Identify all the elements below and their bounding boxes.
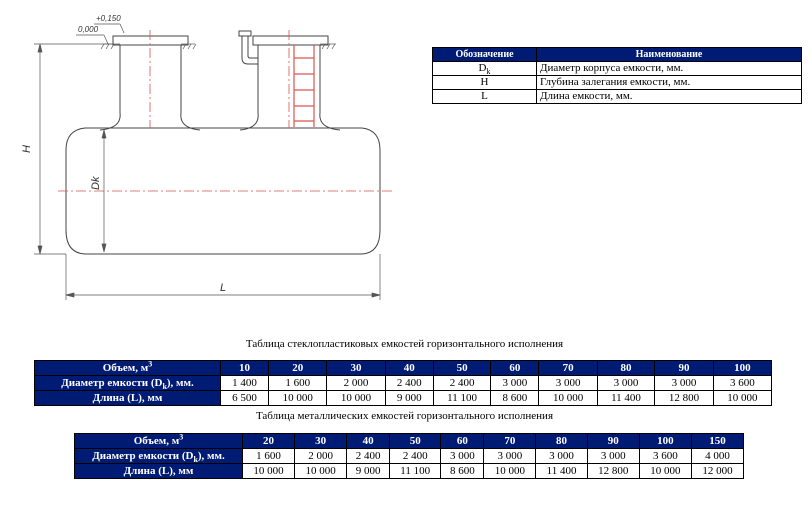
legend-symbol: H: [433, 76, 537, 90]
legend-name: Длина емкости, мм.: [537, 90, 802, 104]
dim-h-label: H: [21, 145, 33, 153]
diameter-cell: 2 400: [433, 376, 491, 391]
diameter-cell: 1 400: [221, 376, 269, 391]
diameter-cell: 4 000: [691, 449, 743, 464]
metal-tanks-table: [74, 433, 744, 479]
volume-cell: 100: [713, 361, 771, 376]
length-cell: 10 000: [713, 391, 771, 406]
diameter-row: [75, 449, 744, 464]
diameter-cell: 3 000: [484, 449, 536, 464]
length-row-header: Длина (L), мм: [75, 464, 243, 479]
diameter-cell: 1 600: [269, 376, 327, 391]
diameter-cell: 2 400: [385, 376, 433, 391]
length-cell: 9 000: [385, 391, 433, 406]
volume-cell: 20: [243, 434, 295, 449]
volume-cell: 40: [385, 361, 433, 376]
volume-cell: 70: [539, 361, 597, 376]
diameter-cell: 3 600: [713, 376, 771, 391]
ladder: [294, 45, 314, 127]
length-cell: 10 000: [327, 391, 385, 406]
length-cell: 10 000: [243, 464, 295, 479]
length-cell: 10 000: [539, 391, 597, 406]
volume-cell: 150: [691, 434, 743, 449]
volume-row: [35, 361, 772, 376]
legend-row: [433, 76, 802, 90]
right-flange: [253, 36, 328, 45]
length-cell: 12 000: [691, 464, 743, 479]
diameter-cell: 1 600: [243, 449, 295, 464]
legend-col-symbol: Обозначение: [433, 48, 537, 62]
volume-cell: 70: [484, 434, 536, 449]
diameter-cell: 3 000: [441, 449, 484, 464]
length-cell: 12 800: [587, 464, 639, 479]
vent-pipe: [242, 36, 258, 64]
length-cell: 8 600: [441, 464, 484, 479]
diameter-row-header: Диаметр емкости $(D_k)$, мм.: [35, 376, 221, 391]
diameter-cell: 3 000: [655, 376, 713, 391]
diameter-cell: 3 000: [536, 449, 587, 464]
volume-cell: 30: [327, 361, 385, 376]
level-top-label: +0,150: [96, 14, 121, 23]
table2-caption: Таблица металлических емкостей горизонтального исполнения: [255, 410, 554, 422]
legend-name: Глубина залегания емкости, мм.: [537, 76, 802, 90]
length-row: [75, 464, 744, 479]
legend-col-name: Наименование: [537, 48, 802, 62]
volume-cell: 20: [269, 361, 327, 376]
volume-cell: 50: [390, 434, 441, 449]
diameter-cell: 3 000: [597, 376, 655, 391]
center-lines: [58, 30, 392, 191]
level-ground-label: 0,000: [78, 25, 99, 34]
volume-cell: 90: [655, 361, 713, 376]
length-cell: 8 600: [491, 391, 539, 406]
volume-cell: 40: [347, 434, 390, 449]
diameter-cell: 2 400: [347, 449, 390, 464]
length-cell: 9 000: [347, 464, 390, 479]
diameter-row: [35, 376, 772, 391]
volume-row: [75, 434, 744, 449]
length-cell: 11 100: [433, 391, 491, 406]
left-flange: [113, 36, 188, 45]
volume-row-header: Объем, $м^3$: [35, 361, 221, 376]
length-cell: 10 000: [639, 464, 691, 479]
legend-name: Диаметр корпуса емкости, мм.: [537, 62, 802, 76]
volume-cell: 60: [491, 361, 539, 376]
volume-cell: 80: [536, 434, 587, 449]
legend-table: [432, 47, 802, 104]
volume-cell: 100: [639, 434, 691, 449]
table1-caption: Таблица стеклопластиковых емкостей горизонтального исполнения: [245, 338, 564, 350]
dim-dk-label: Dk: [90, 176, 102, 190]
diameter-cell: 2 400: [390, 449, 441, 464]
diameter-row-header: Диаметр емкости $(D_k)$, мм.: [75, 449, 243, 464]
legend-row: [433, 90, 802, 104]
volume-cell: 30: [295, 434, 347, 449]
length-cell: 11 100: [390, 464, 441, 479]
dim-l-label: L: [220, 282, 227, 294]
diameter-cell: 3 000: [491, 376, 539, 391]
volume-cell: 60: [441, 434, 484, 449]
legend-symbol: L: [433, 90, 537, 104]
length-cell: 11 400: [597, 391, 655, 406]
length-cell: 11 400: [536, 464, 587, 479]
legend-header: [433, 48, 802, 62]
volume-cell: 50: [433, 361, 491, 376]
diameter-cell: 2 000: [295, 449, 347, 464]
volume-cell: 10: [221, 361, 269, 376]
diameter-cell: 3 000: [587, 449, 639, 464]
volume-row-header: Объем, $м^3$: [75, 434, 243, 449]
fiberglass-tanks-table: [34, 360, 772, 406]
legend-symbol: $D_k$: [433, 62, 537, 76]
diameter-cell: 2 000: [327, 376, 385, 391]
volume-cell: 80: [597, 361, 655, 376]
length-cell: 10 000: [484, 464, 536, 479]
length-row: [35, 391, 772, 406]
length-cell: 10 000: [295, 464, 347, 479]
length-cell: 12 800: [655, 391, 713, 406]
diameter-cell: 3 000: [539, 376, 597, 391]
length-cell: 6 500: [221, 391, 269, 406]
legend-row: [433, 62, 802, 76]
volume-cell: 90: [587, 434, 639, 449]
length-row-header: Длина (L), мм: [35, 391, 221, 406]
length-cell: 10 000: [269, 391, 327, 406]
diameter-cell: 3 600: [639, 449, 691, 464]
